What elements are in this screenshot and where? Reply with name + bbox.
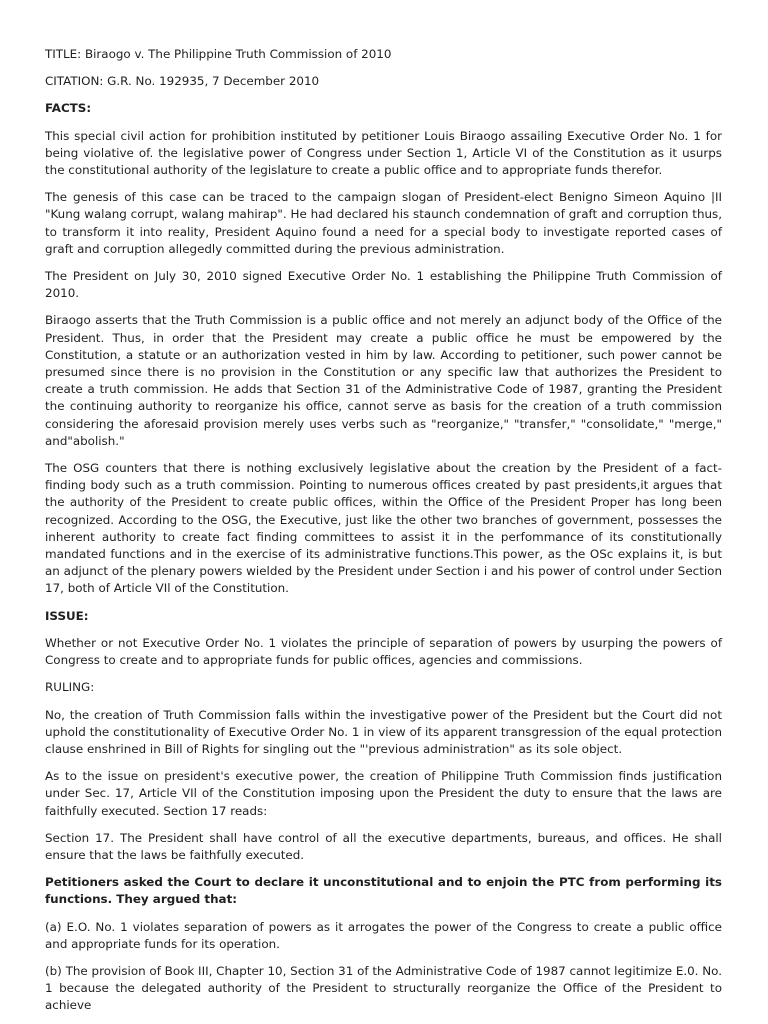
ruling-paragraph: As to the issue on president's executive power, the creation of Philippine Truth Commission finds justification under Sec. 17, Article VIl of the Constitution imposing upon the President the duty to ensure that the laws are faithfully executed. Section 17 reads: xyxy=(45,769,722,818)
document-body xyxy=(45,46,722,1024)
ruling-paragraph: No, the creation of Truth Commission falls within the investigative power of the President but the Court did not uphold the constitutionality of Executive Order No. 1 in view of its apparent transgression of the equal protection clause enshrined in Bill of Rights for singling out the "'previous administration" as its sole object. xyxy=(45,707,722,756)
issue-heading: ISSUE: xyxy=(45,608,89,623)
argument-item: (a) E.O. No. 1 violates separation of powers as it arrogates the power of the Congress to create a public office and appropriate funds for its operation. xyxy=(45,919,722,951)
case-title: TITLE: Biraogo v. The Philippine Truth Commission of 2010 xyxy=(45,47,392,61)
ruling-heading: RULING: xyxy=(45,680,95,695)
argument-item: (b) The provision of Book III, Chapter 10, Section 31 of the Administrative Code of 1987 cannot legitimize E.0. No. 1 because the delegated authority of the President to structurally reorganize the Office of the President to achieve xyxy=(45,963,722,1013)
facts-paragraph: The OSG counters that there is nothing exclusively legislative about the creation by the President of a fact-finding body such as a truth commission. Pointing to numerous offices created by past presidents,it argues that the authority of the President to create public offices, within the Office of the President Proper has long been recognized. According to the OSG, the Executive, just like the other two branches of government, possesses the inherent authority to create fact finding committees to assist it in the perfommance of its constitutionally mandated functions and in the exercise of its administrative functions.This power, as the OSc explains it, is but an adjunct of the plenary powers wielded by the President under Section i and his power of control under Section 17, both of Article VIl of the Constitution. xyxy=(45,461,722,596)
facts-heading: FACTS: xyxy=(45,101,92,116)
facts-paragraph: Biraogo asserts that the Truth Commission is a public office and not merely an adjunct body of the Office of the President. Thus, in order that the President may create a public office he must be empowered by the Constitution, a statute or an authorization vested in him by law. According to petitioner, such power cannot be presumed since there is no provision in the Constitution or any specific law that authorizes the President to create a truth commission. He adds that Section 31 of the Administrative Code of 1987, granting the President the continuing authority to reorganize his office, cannot serve as basis for the creation of a truth commission considering the aforesaid provision merely uses verbs such as "reorganize," "transfer," "consolidate," "merge," and"abolish." xyxy=(45,313,722,448)
facts-paragraph: The genesis of this case can be traced to the campaign slogan of President-elect Benigno Simeon Aquino |II "Kung walang corrupt, walang mahirap". He had declared his staunch condemnation of graft and corruption thus, to transform it into reality, President Aquino found a need for a special body to investigate reported cases of graft and corruption allegedly committed during the previous administration. xyxy=(45,190,722,256)
ruling-paragraph: Section 17. The President shall have control of all the executive departments, bureaus, and offices. He shall ensure that the laws be faithfully executed. xyxy=(45,830,722,862)
case-citation: CITATION: G.R. No. 192935, 7 December 2010 xyxy=(45,74,320,89)
petitioners-statement: Petitioners asked the Court to declare it unconstitutional and to enjoin the PTC from performing its functions. They argued that: xyxy=(45,875,722,907)
facts-paragraph: The President on July 30, 2010 signed Executive Order No. 1 establishing the Philippine Truth Commission of 2010. xyxy=(45,269,722,301)
issue-paragraph: Whether or not Executive Order No. 1 violates the principle of separation of powers by usurping the powers of Congress to create and to appropriate funds for public offices, agencies and commissions. xyxy=(45,635,722,668)
facts-paragraph: This special civil action for prohibition instituted by petitioner Louis Biraogo assailing Executive Order No. 1 for being violative of. the legislative power of Congress under Section 1, Article VI of the Constitution as it usurps the constitutional authority of the legislature to create a public office and to appropriate funds therefor. xyxy=(45,128,722,178)
